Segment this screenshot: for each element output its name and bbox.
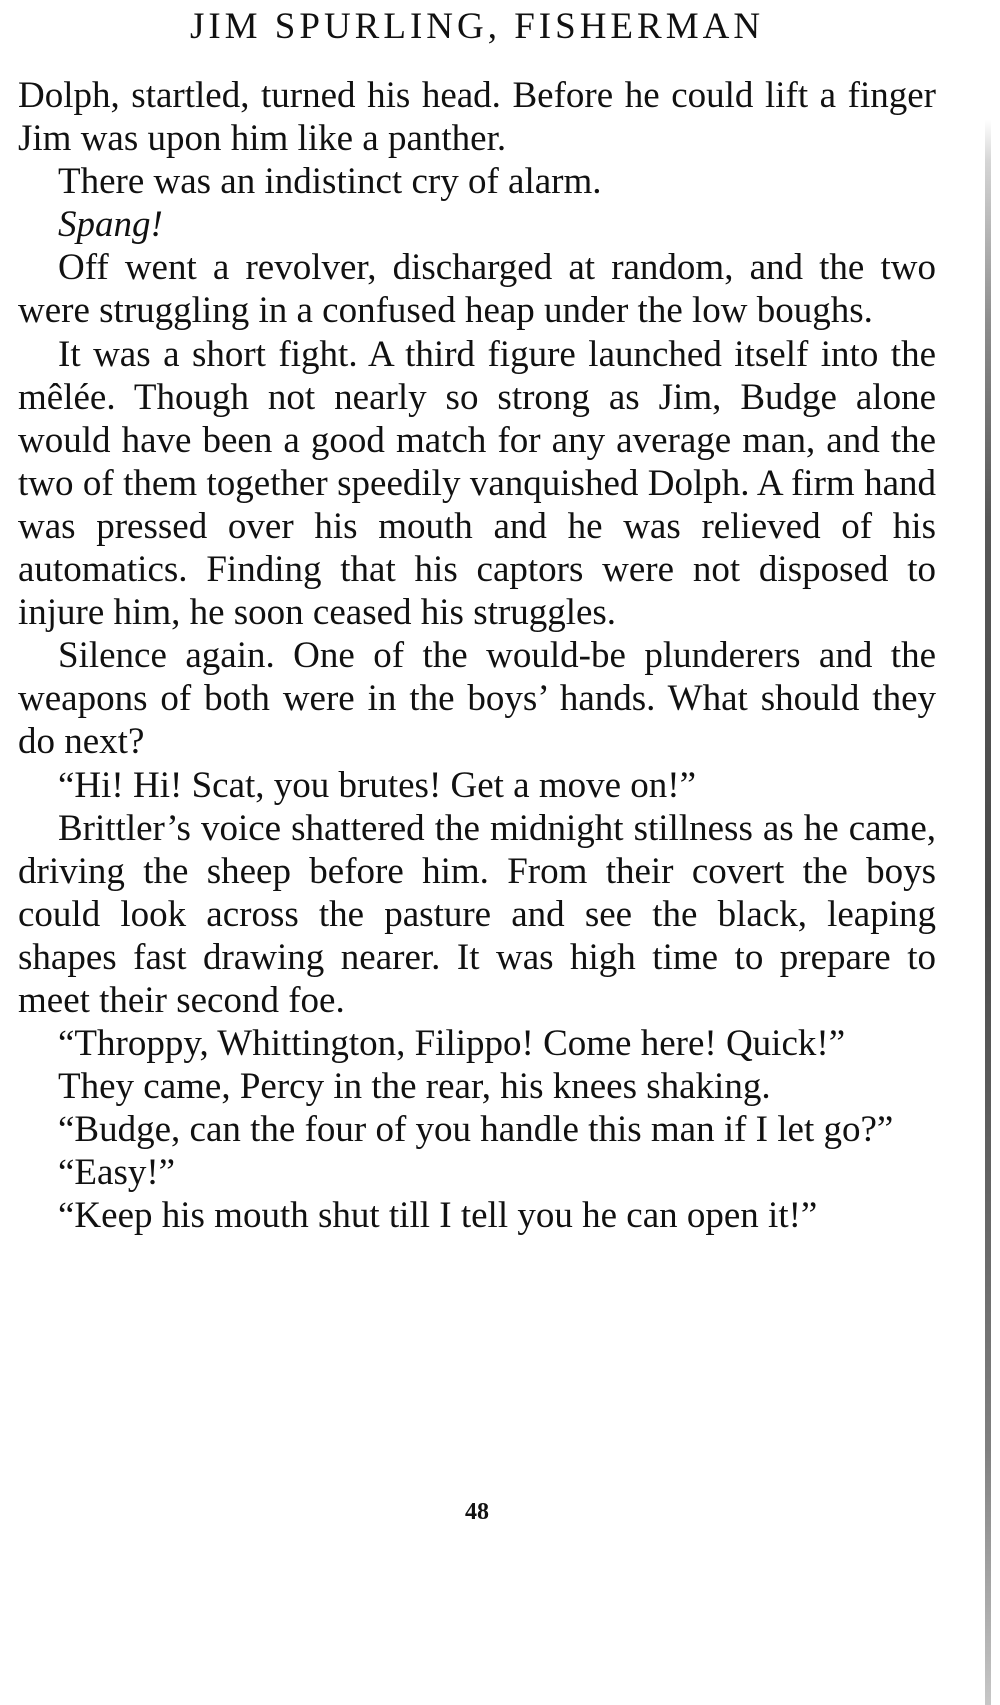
paragraph-cry-of-alarm: There was an indistinct cry of alarm. (58, 161, 602, 203)
paragraph-dolph-startled: Dolph, startled, turned his head. Before he could lift a finger Jim was upon him like a panther. (18, 75, 936, 160)
body-text (18, 74, 936, 1238)
paragraph-keep-mouth-shut: “Keep his mouth shut till I tell you he can open it!” (58, 1195, 818, 1237)
paragraph-revolver: Off went a revolver, discharged at random, and the two were struggling in a confused heap under the low boughs. (18, 247, 936, 332)
running-head-title: JIM SPURLING, FISHERMAN (189, 6, 765, 47)
paragraph-hi-hi-scat: “Hi! Hi! Scat, you brutes! Get a move on!” (58, 764, 697, 806)
page-number: 48 (465, 1499, 489, 1525)
paragraph-budge-question: “Budge, can the four of you handle this man if I let go?” (58, 1109, 894, 1151)
paragraph-spang: Spang! (58, 204, 163, 246)
paragraph-silence-again: Silence again. One of the would-be plunderers and the weapons of both were in the boys’ hands. What should they do next? (18, 635, 936, 763)
paragraph-easy: “Easy!” (58, 1152, 176, 1194)
scan-gutter-edge (985, 0, 991, 1705)
paragraph-short-fight: It was a short fight. A third figure launched itself into the mêlée. Though not nearly so strong as Jim, Budge alone would have been a good match for any average man, and the two of them together speedily vanquished Dolph. A firm hand was pressed over his mouth and he was relieved of his automatics. Finding that his captors were not disposed to injure him, he soon ceased his struggles. (18, 333, 936, 634)
paragraph-throppy-call: “Throppy, Whittington, Filippo! Come here! Quick!” (58, 1023, 846, 1065)
paragraph-brittlers-voice: Brittler’s voice shattered the midnight stillness as he came, driving the sheep before him. From their covert the boys could look across the pasture and see the black, leaping shapes fast drawing nearer. It was high time to prepare to meet their second foe. (18, 807, 936, 1021)
paragraph-they-came: They came, Percy in the rear, his knees shaking. (58, 1066, 771, 1108)
